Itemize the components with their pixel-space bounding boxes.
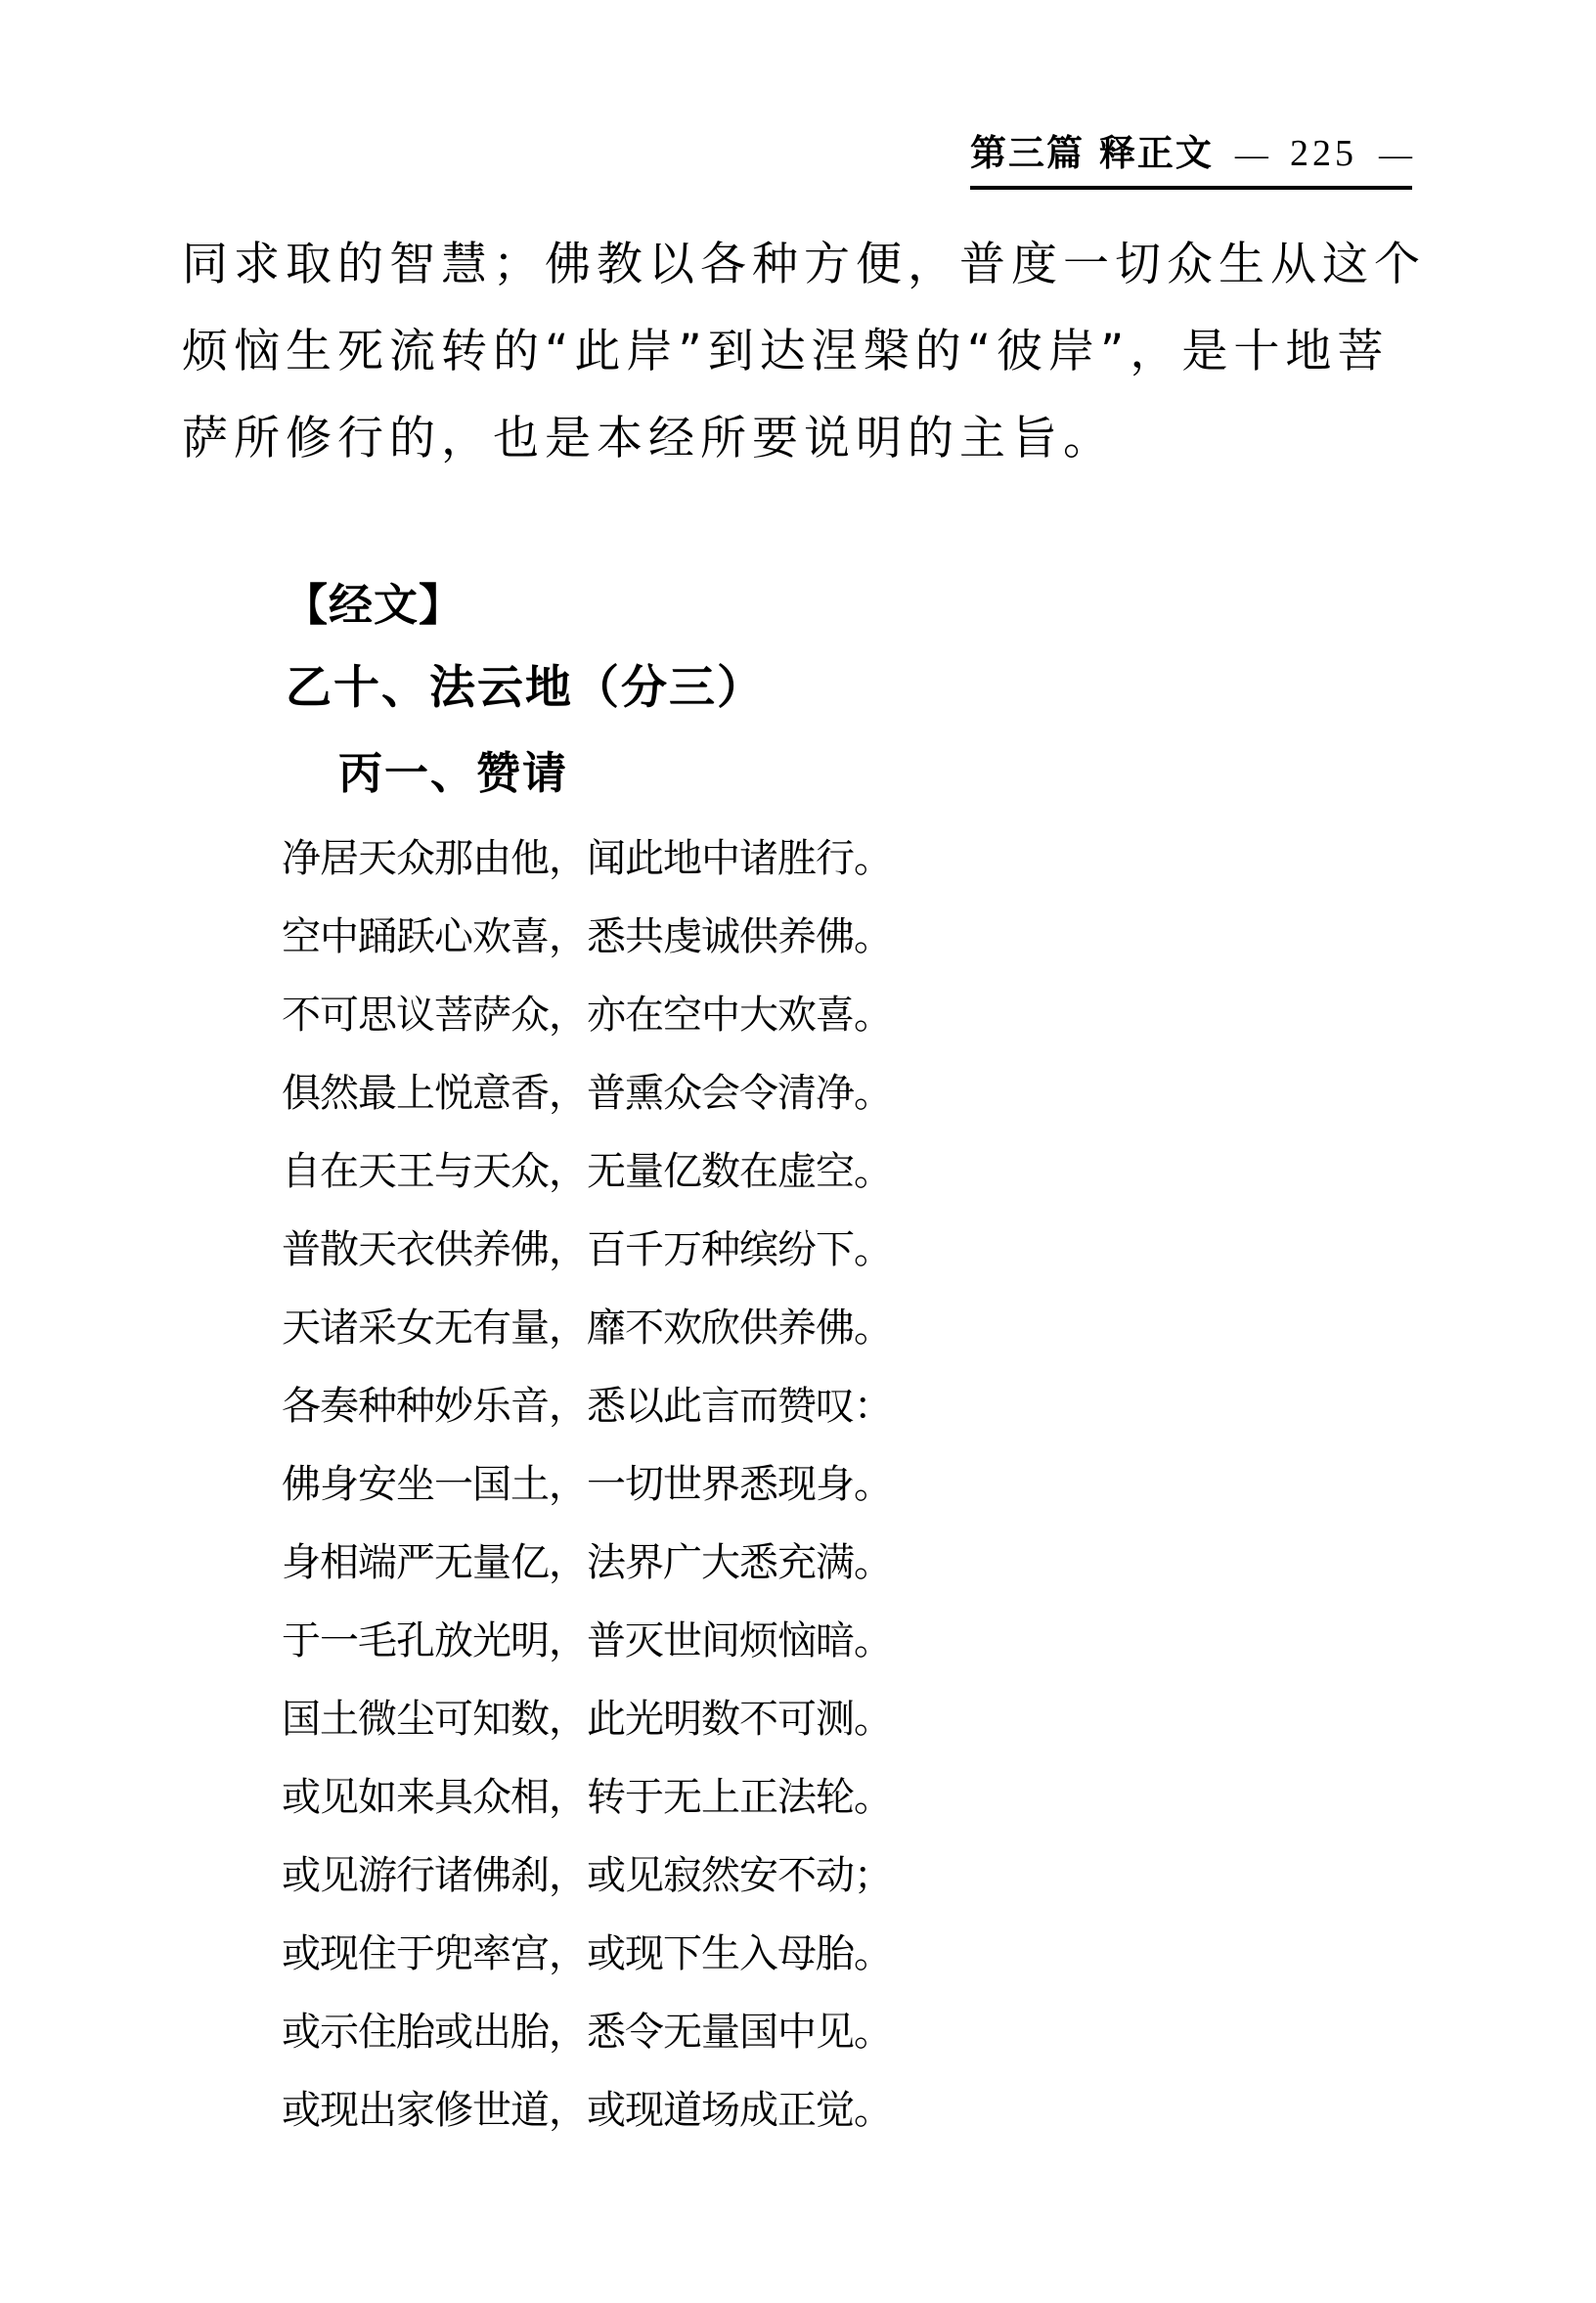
verse-line: 或现住于兜率宫，或现下生入母胎。	[282, 1931, 892, 1976]
header-section-title: 第三篇 释正文	[970, 132, 1214, 174]
verse-line: 佛身安坐一国土，一切世界悉现身。	[282, 1462, 892, 1507]
header-dash-left: —	[1234, 137, 1268, 173]
verse-line: 天诸采女无有量，靡不欢欣供养佛。	[282, 1306, 892, 1351]
header-page-number: 225	[1289, 133, 1357, 174]
verse-line: 或现出家修世道，或现道场成正觉。	[282, 2088, 892, 2133]
verse-line: 空中踊跃心欢喜，悉共虔诚供养佛。	[282, 914, 892, 959]
paragraph-line: 萨所修行的，也是本经所要说明的主旨。	[182, 412, 1115, 465]
verse-line: 国土微尘可知数，此光明数不可测。	[282, 1697, 892, 1742]
verse-line: 各奏种种妙乐音，悉以此言而赞叹：	[282, 1384, 892, 1429]
verse-line: 或见如来具众相，转于无上正法轮。	[282, 1775, 892, 1820]
verse-line: 自在天王与天众，无量亿数在虚空。	[282, 1149, 892, 1194]
verse-line: 不可思议菩萨众，亦在空中大欢喜。	[282, 993, 892, 1038]
verse-line: 俱然最上悦意香，普熏众会令清净。	[282, 1071, 892, 1116]
verse-line: 或见游行诸佛刹，或见寂然安不动；	[282, 1853, 892, 1898]
verse-line: 身相端严无量亿，法界广大悉充满。	[282, 1540, 892, 1585]
verse-block	[282, 819, 1162, 2149]
running-header	[970, 123, 1412, 190]
verse-line: 普散天衣供养佛，百千万种缤纷下。	[282, 1227, 892, 1272]
paragraph-line: 同求取的智慧；佛教以各种方便，普度一切众生从这个	[182, 238, 1426, 291]
verse-line: 或示住胎或出胎，悉令无量国中见。	[282, 2010, 892, 2055]
header-dash-right: —	[1378, 137, 1412, 173]
outline-heading-level1: 乙十、法云地（分三）	[286, 661, 765, 715]
verse-line: 净居天众那由他，闻此地中诸胜行。	[282, 836, 892, 881]
paragraph-line: 烦恼生死流转的“此岸”到达涅槃的“彼岸”，是十地菩	[182, 325, 1390, 378]
outline-heading-level2: 丙一、赞请	[338, 747, 569, 799]
intro-paragraph	[182, 221, 1434, 482]
sutra-text-marker: 【经文】	[284, 579, 465, 631]
verse-line: 于一毛孔放光明，普灭世间烦恼暗。	[282, 1618, 892, 1663]
